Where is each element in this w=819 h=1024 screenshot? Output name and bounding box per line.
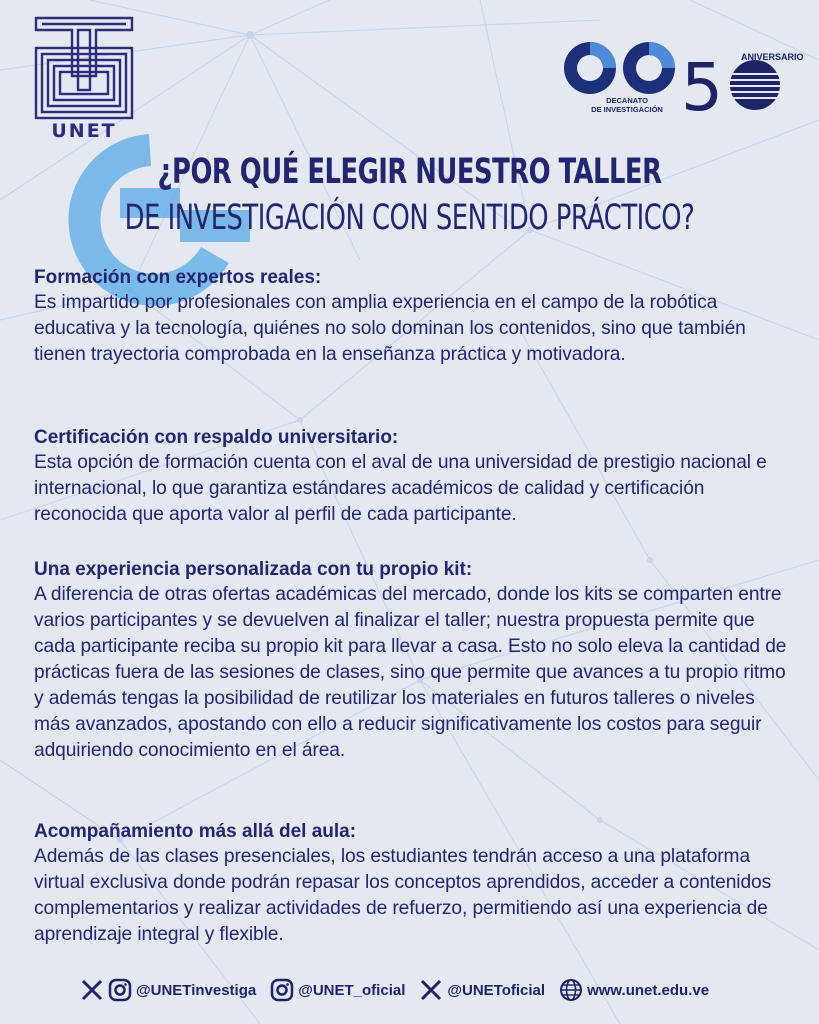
website-link: www.unet.edu.ve (587, 981, 710, 999)
section-body: Es impartido por profesionales con amplia experiencia en el campo de la robótica educativa y la tecnología, quiénes no solo dominan los contenidos, sino que también tienen trayectoria comprobada en la enseñanza práctica y motivadora. (34, 292, 746, 365)
section-heading: Una experiencia personalizada con tu propio kit: (34, 559, 473, 580)
section-certificacion (34, 426, 794, 528)
footer-social-bar (80, 975, 719, 1005)
section-heading: Formación con expertos reales: (34, 267, 322, 288)
footer-link-website[interactable] (559, 978, 709, 1002)
footer-link-investiga[interactable] (80, 978, 256, 1002)
page-title-line2: DE INVESTIGACIÓN CON SENTIDO PRÁCTICO? (124, 198, 695, 238)
aniversario-label: ANIVERSARIO (741, 52, 804, 62)
handle-investiga: @UNETinvestiga (136, 981, 257, 999)
anniversary-number: 5 (681, 49, 723, 120)
section-acompanamiento (34, 820, 794, 948)
x-icon (419, 978, 443, 1002)
instagram-icon (270, 978, 294, 1002)
handle-oficial-ig: @UNET_oficial (298, 981, 406, 999)
instagram-icon (108, 978, 132, 1002)
x-icon (80, 978, 104, 1002)
footer-link-unet-oficial-x[interactable] (419, 978, 545, 1002)
decanato-label-line2: DE INVESTIGACIÓN (591, 105, 663, 114)
section-body: Esta opción de formación cuenta con el aval de una universidad de prestigio nacional e internacional, lo que garantiza estándares académicos de calidad y certificación reconocida que aporta valor al perfil de cada participante. (34, 452, 767, 525)
section-body: A diferencia de otras ofertas académicas del mercado, donde los kits se comparten entre varios participantes y se devuelven al finalizar el taller; nuestra propuesta permite que cada participante reciba su propio kit para llevar a casa. Esto no solo eleva la cantidad de prácticas fuera de las sesiones de clases, sino que permite que avances a tu propio ritmo y además tengas la posibilidad de reutilizar los materiales en futuros talleres o niveles más avanzados, apostando con ello a reducir significativamente los costos para seguir adquiriendo conocimiento en el área. (34, 584, 787, 761)
section-formacion (34, 266, 794, 368)
section-heading: Acompañamiento más allá del aula: (34, 821, 357, 842)
handle-oficial-x: @UNEToficial (447, 981, 546, 999)
section-heading: Certificación con respaldo universitario: (34, 427, 399, 448)
section-body: Además de las clases presenciales, los estudiantes tendrán acceso a una plataforma virtual exclusiva donde podrán repasar los conceptos aprendidos, acceder a contenidos complementarios y realizar actividades de refuerzo, permitiendo así una experiencia de aprendizaje integral y flexible. (34, 846, 772, 945)
globe-icon (559, 978, 583, 1002)
footer-link-unet-oficial-ig[interactable] (270, 978, 405, 1002)
section-kit (34, 558, 794, 764)
page-title-line1: ¿POR QUÉ ELEGIR NUESTRO TALLER (157, 152, 662, 192)
decanato-label (566, 96, 688, 114)
decanato-label-line1: DECANATO (606, 96, 648, 105)
unet-logo-text: UNET (51, 120, 117, 142)
